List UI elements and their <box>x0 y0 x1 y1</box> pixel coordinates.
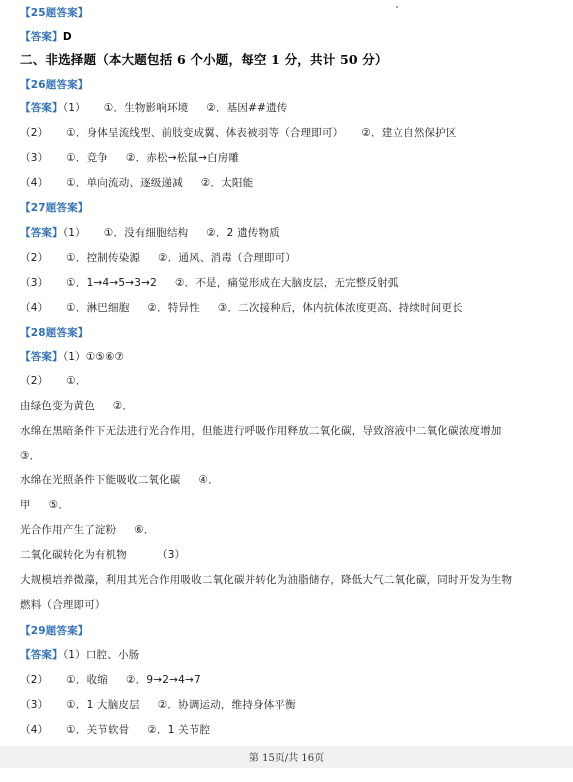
q26-part4: （4） ①．单向流动、逐级递减 ②．太阳能 <box>20 177 254 189</box>
q28-light-explanation: 水绵在光照条件下能吸收二氧化碳 ④． <box>20 474 219 486</box>
q28-group: 甲 ⑤． <box>20 499 70 511</box>
q27-header: 【27题答案】 <box>20 202 89 214</box>
q28-header: 【28题答案】 <box>20 327 89 339</box>
q28-dark-explanation: 水绵在黑暗条件下无法进行光合作用，但能进行呼吸作用释放二氧化碳，导致溶液中二氧化碳浓度增加 <box>20 425 502 437</box>
q25-answer: 【答案】D <box>20 31 72 43</box>
q29-part3: （3） ①．1 大脑皮层 ②．协调运动，维持身体平衡 <box>20 699 296 711</box>
page-number: 第 15页/共 16页 <box>248 753 325 764</box>
q29-part2: （2） ①．收缩 ②．9→2→4→7 <box>20 674 201 686</box>
q27-part3: （3） ①．1→4→5→3→2 ②．不是，痛觉形成在大脑皮层，无完整反射弧 <box>20 277 399 289</box>
q29-part4: （4） ①．关节软骨 ②．1 关节腔 <box>20 724 211 736</box>
q26-part1: 【答案】（1） ①．生物影响环境 ②．基因##遗传 <box>20 102 288 114</box>
q26-part2: （2） ①．身体呈流线型、前肢变成翼、体表被羽等（合理即可） ②．建立自然保护区 <box>20 127 457 139</box>
q29-part1: 【答案】（1）口腔、小肠 <box>20 649 140 661</box>
section-heading: 二、非选择题（本大题包括 6 个小题，每空 1 分，共计 50 分） <box>20 52 388 67</box>
q27-part2: （2） ①．控制传染源 ②．通风、消毒（合理即可） <box>20 252 297 264</box>
q28-part3-text: 大规模培养微藻，利用其光合作用吸收二氧化碳并转化为油脂储存，降低大气二氧化碳，同时开发为生物 <box>20 574 513 586</box>
q28-conversion: 二氧化碳转化为有机物 （3） <box>20 549 186 561</box>
q25-header: 【25题答案】 <box>20 7 89 19</box>
q28-color-change: 由绿色变为黄色 ②． <box>20 400 134 412</box>
q27-part1: 【答案】（1） ①．没有细胞结构 ②．2 遗传物质 <box>20 227 280 239</box>
q28-marker-3: ③． <box>20 450 41 462</box>
q26-header: 【26题答案】 <box>20 79 89 91</box>
q28-part1: 【答案】（1）①⑤⑥⑦ <box>20 351 125 363</box>
q29-header: 【29题答案】 <box>20 625 89 637</box>
q28-part2: （2） ①． <box>20 375 87 387</box>
q26-part3: （3） ①．竞争 ②．赤松→松鼠→白房雕 <box>20 152 240 164</box>
q28-starch: 光合作用产生了淀粉 ⑥． <box>20 524 155 536</box>
q27-part4: （4） ①．淋巴细胞 ②．特异性 ③．二次接种后，体内抗体浓度更高、持续时间更长 <box>20 302 463 314</box>
q28-part3-text-cont: 燃料（合理即可） <box>20 599 106 611</box>
